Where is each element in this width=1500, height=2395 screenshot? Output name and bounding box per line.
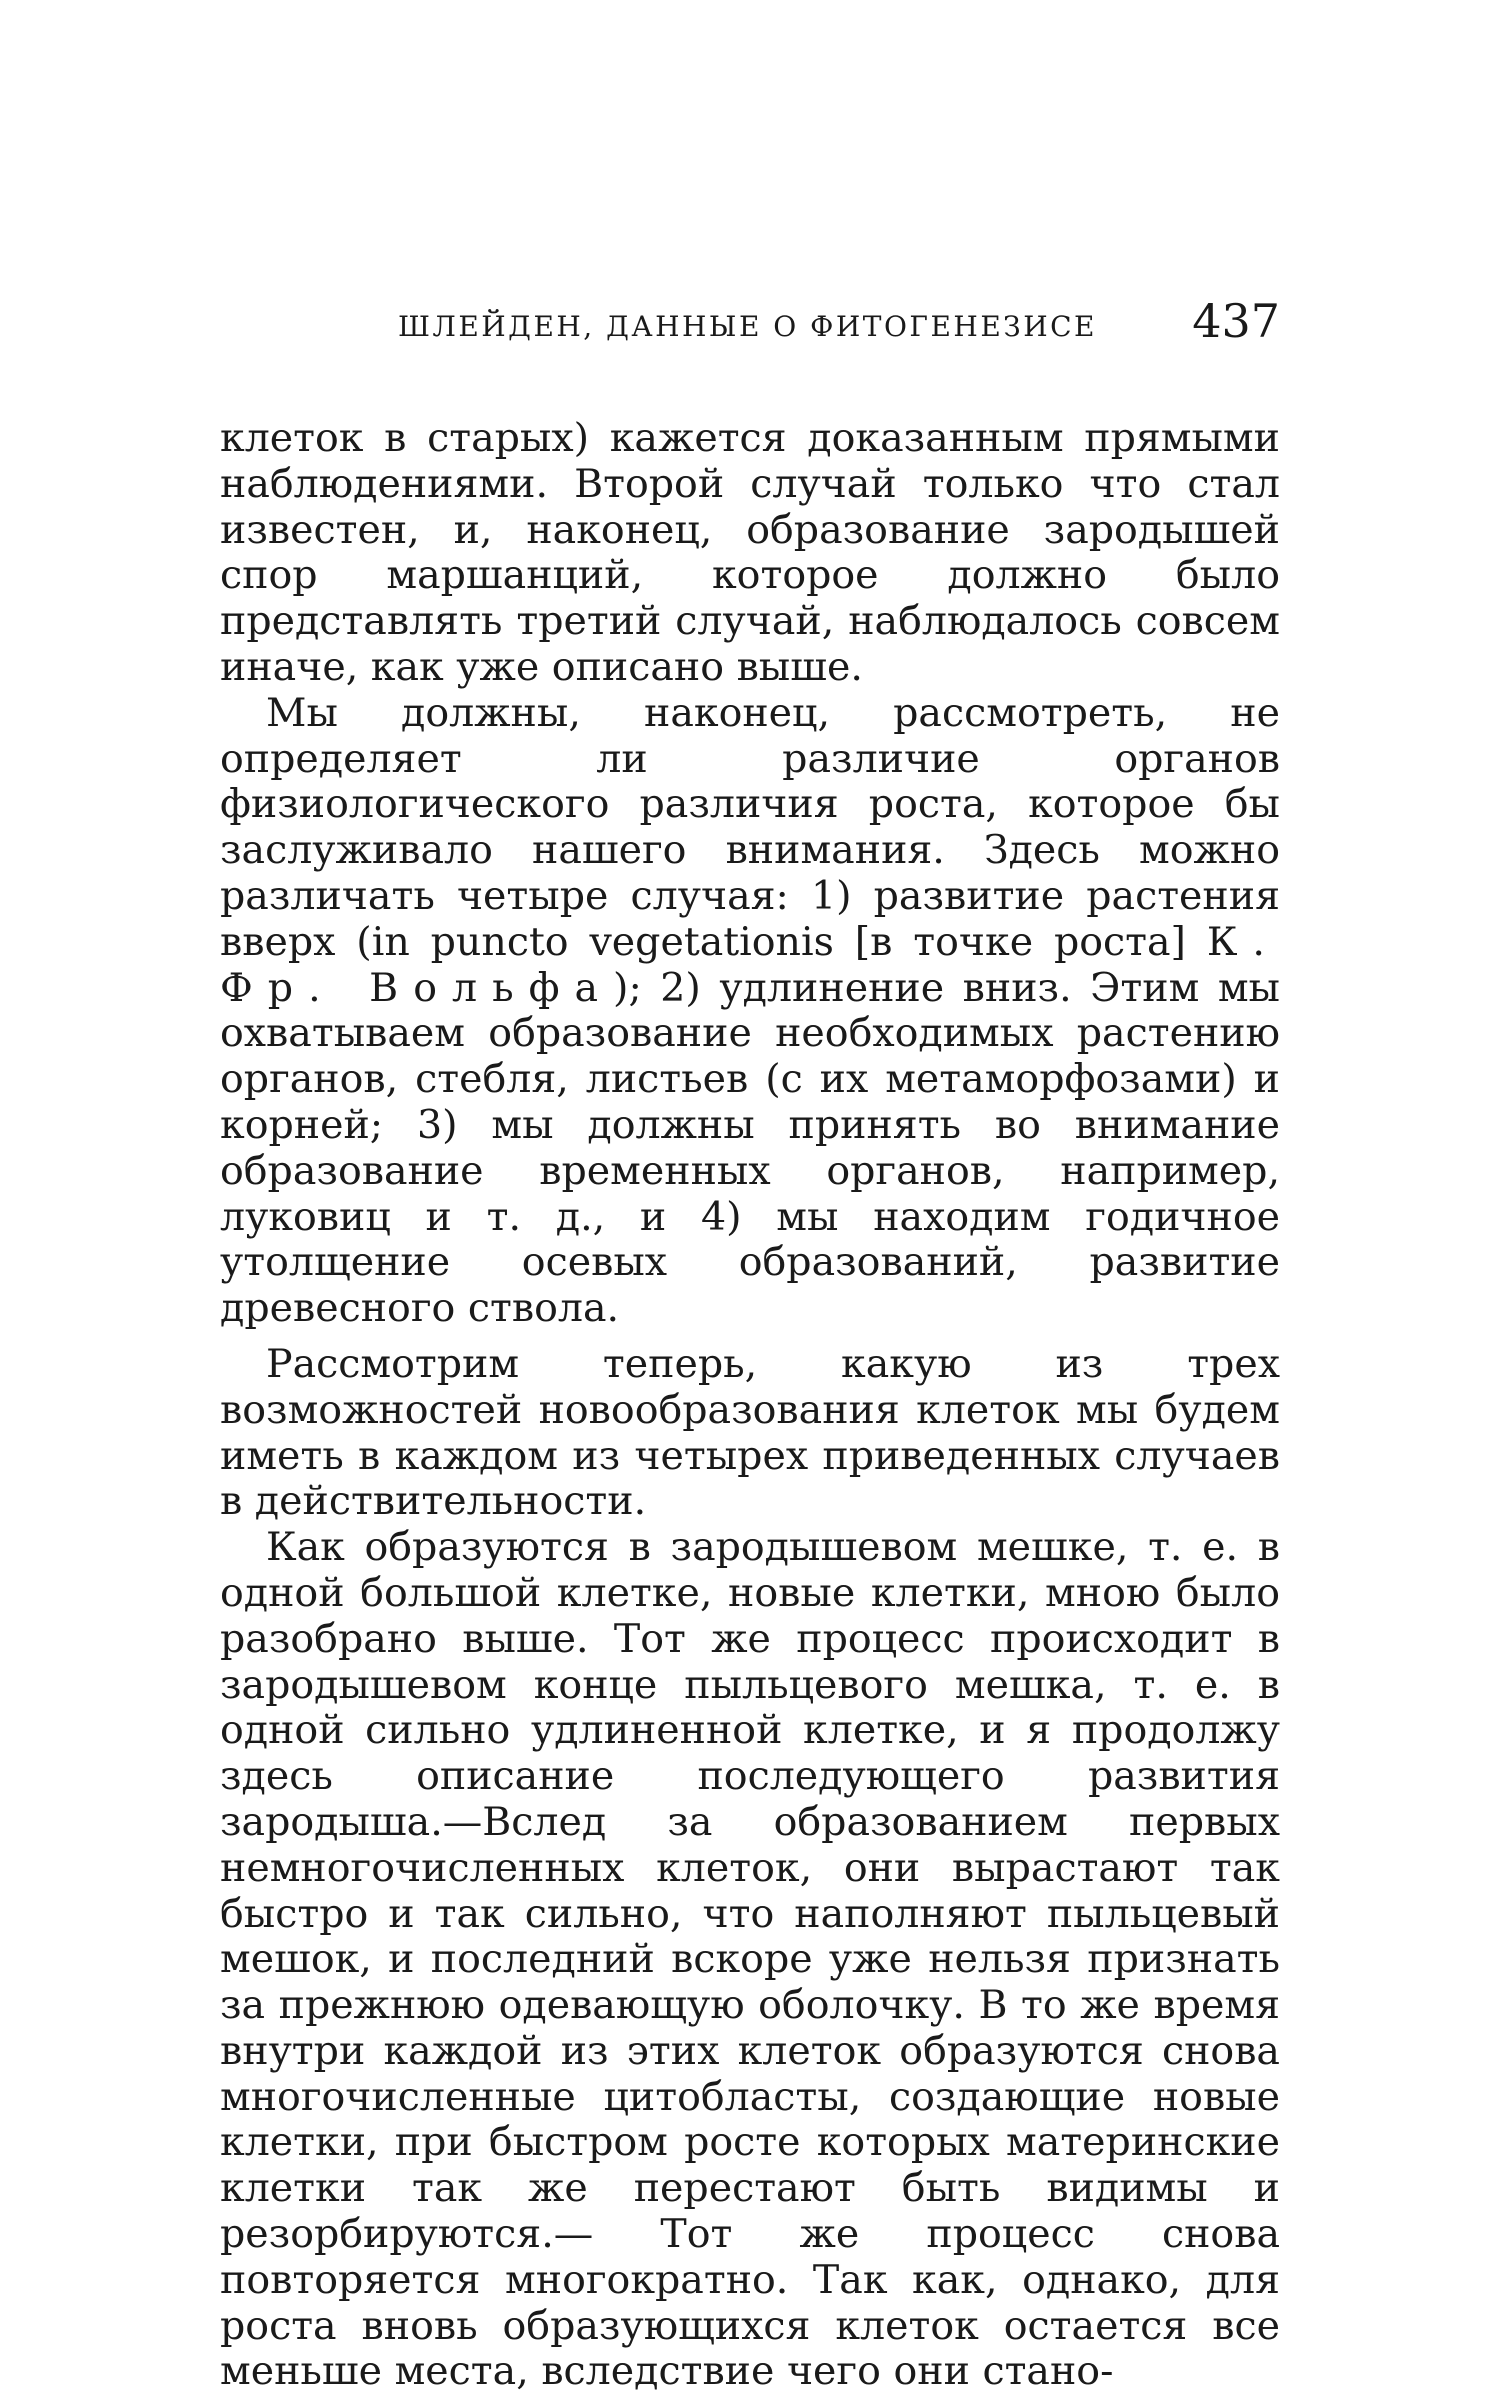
book-page <box>220 294 1280 2395</box>
page-number: 437 <box>1192 294 1280 348</box>
paragraph-3: Рассмотрим теперь, какую из трех возможностей новообразования клеток мы будем иметь в каждом из четырех приведенных случаев в действительности. <box>220 1340 1280 1525</box>
body-text <box>220 416 1280 2395</box>
running-head <box>220 294 1280 364</box>
paragraph-2-text-start: Мы должны, наконец, рассмотреть, не определяет ли различие органов физиологического различия роста, которое бы заслуживало нашего внимания. Здесь можно различать четыре случая: 1) развитие растения вверх (in puncto vegetationis [в точке роста] <box>220 689 1280 965</box>
paragraph-1: клеток в старых) кажется доказанным прямыми наблюдениями. Второй случай только что стал известен, и, наконец, образование зародышей спор маршанций, которое должно было представлять третий случай, наблюдалось совсем иначе, как уже описано выше. <box>220 415 1280 690</box>
running-title: ШЛЕЙДЕН, ДАННЫЕ О ФИТОГЕНЕЗИСЕ <box>398 310 1097 343</box>
paragraph-2-text-end: ); 2) удлинение вниз. Этим мы охватываем образование необходимых растению органов, стебля, листьев (с их метаморфозами) и корней; 3) мы должны принять во внимание образование временных органов, например, луковиц и т. д., и 4) мы находим годичное утолщение осевых образований, развитие древесного ствола. <box>220 964 1280 1332</box>
author-name-spaced: К. Фр. Вольфа <box>220 918 1280 1011</box>
paragraph-4: Как образуются в зародышевом мешке, т. е. в одной большой клетке, новые клетки, мною было разобрано выше. Тот же процесс происходит в зародышевом конце пыльцевого мешка, т. е. в одной сильно удлиненной клетке, и я продолжу здесь описание последующего развития зародыша.—Вслед за образованием первых немногочисленных клеток, они вырастают так быстро и так сильно, что наполняют пыльцевый мешок, и последний вскоре уже нельзя признать за прежнюю одевающую оболочку. В то же время внутри каждой из этих клеток образуются снова многочисленные цитобласты, создающие новые клетки, при быстром росте которых материнские клетки так же перестают быть видимы и резорбируются.— Тот же процесс снова повторяется многократно. Так как, однако, для роста вновь образующихся клеток остается все меньше места, вследствие чего они стано- <box>220 1524 1280 2395</box>
paragraph-2 <box>220 691 1280 1332</box>
